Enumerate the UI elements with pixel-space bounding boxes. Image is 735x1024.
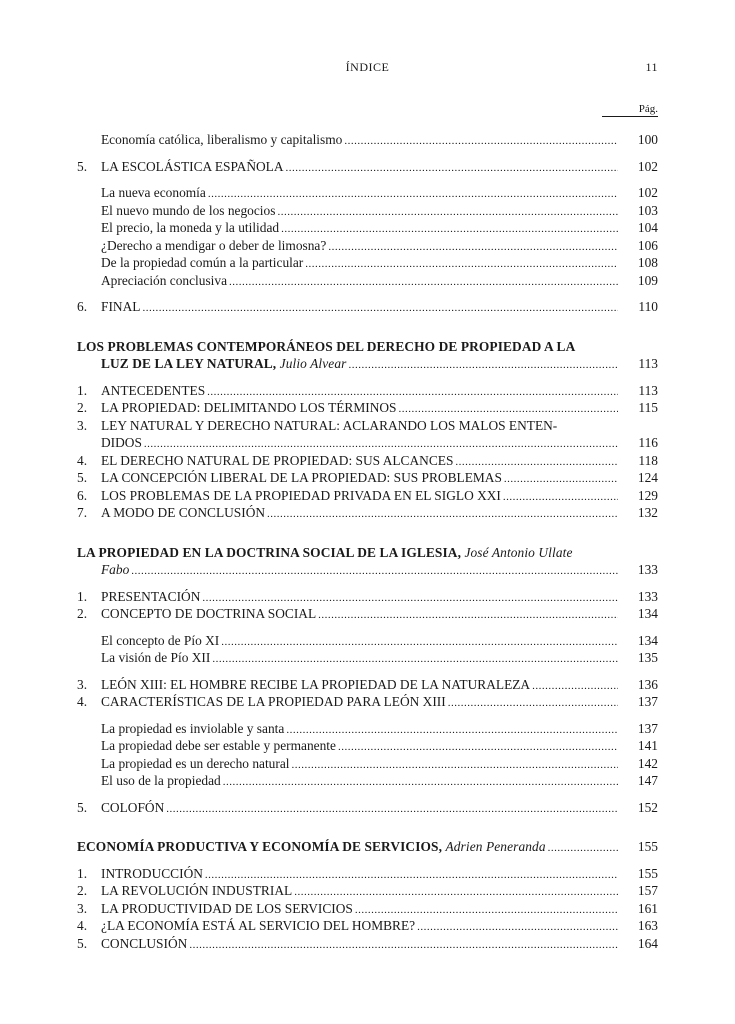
toc-entry-label: ANTECEDENTES xyxy=(101,382,206,398)
toc-entry-page: 115 xyxy=(638,400,658,415)
section-title-continuation xyxy=(77,561,658,579)
leader-dots xyxy=(229,274,618,292)
section-title-continuation xyxy=(77,355,658,373)
toc-entry-page: 136 xyxy=(637,676,658,692)
toc-entry-label: LA PROPIEDAD: DELIMITANDO LOS TÉRMINOS xyxy=(101,400,397,415)
leader-dots xyxy=(504,471,618,489)
section-title-line2: LUZ DE LA LEY NATURAL, xyxy=(101,356,277,371)
toc-entry-label: LA REVOLUCIÓN INDUSTRIAL xyxy=(101,883,293,898)
toc-entry-label: Economía católica, liberalismo y capitalismo xyxy=(101,132,343,147)
toc-entry-page: 164 xyxy=(637,935,658,951)
toc-entry-page: 141 xyxy=(637,738,658,753)
section-author: Julio Alvear xyxy=(279,356,347,371)
toc-entries xyxy=(77,676,658,711)
toc-entry-number: 5. xyxy=(77,158,88,174)
leader-dots xyxy=(532,678,618,696)
leader-dots xyxy=(223,774,618,792)
leader-dots xyxy=(277,204,618,222)
leader-dots xyxy=(503,489,618,507)
toc-entry-continuation xyxy=(77,434,658,452)
toc-entry-number: 5. xyxy=(77,470,88,485)
toc-entry-page: 118 xyxy=(638,452,658,468)
toc-entry-number: 4. xyxy=(77,694,88,709)
toc-entry xyxy=(77,254,658,272)
leader-dots xyxy=(142,300,618,318)
toc-entry-page: 106 xyxy=(637,237,658,253)
toc-entry-label: De la propiedad común a la particular xyxy=(101,255,304,270)
toc-entry-page: 137 xyxy=(637,720,658,736)
toc-entry-label: ¿LA ECONOMÍA ESTÁ AL SERVICIO DEL HOMBRE? xyxy=(101,918,416,933)
leader-dots xyxy=(417,919,618,937)
toc-entry-label: LA ESCOLÁSTICA ESPAÑOLA xyxy=(101,158,284,174)
toc-entry-page: 103 xyxy=(637,202,658,218)
toc-entry-page: 124 xyxy=(637,470,658,485)
toc-entry-page: 110 xyxy=(638,299,658,314)
toc-entry-label: EL DERECHO NATURAL DE PROPIEDAD: SUS ALCANCES xyxy=(101,452,454,468)
toc-entry xyxy=(77,298,658,316)
section-page: 113 xyxy=(638,356,658,371)
toc-entries xyxy=(77,865,658,953)
section-page: 155 xyxy=(637,839,658,854)
toc-entry-page: 100 xyxy=(637,132,658,147)
toc-entry xyxy=(77,737,658,755)
toc-entry xyxy=(77,882,658,900)
toc-entry-label: INTRODUCCIÓN xyxy=(101,865,203,881)
toc-entry-label: La propiedad es inviolable y santa xyxy=(101,720,285,736)
toc-subentries xyxy=(77,184,658,289)
toc-subentries xyxy=(77,632,658,667)
leader-dots xyxy=(281,221,618,239)
toc-entry-number: 5. xyxy=(77,799,88,815)
toc-entry-label: CONCLUSIÓN xyxy=(101,935,188,951)
toc-entry-label: La propiedad es un derecho natural xyxy=(101,755,290,771)
toc-entry xyxy=(77,452,658,470)
section-title: LOS PROBLEMAS CONTEMPORÁNEOS DEL DERECHO DE PROPIEDAD A LA xyxy=(77,338,576,354)
running-head-title: ÍNDICE xyxy=(345,60,390,74)
leader-dots xyxy=(286,722,618,740)
toc-entry-number: 6. xyxy=(77,299,88,314)
toc-entry-number: 7. xyxy=(77,505,88,520)
section-author-continuation: Fabo xyxy=(101,562,130,577)
toc-entry-page: 116 xyxy=(638,435,658,450)
toc-entry-label: La propiedad debe ser estable y permanente xyxy=(101,738,336,753)
toc-entry-wrapped xyxy=(77,417,658,435)
toc-entry-label: El nuevo mundo de los negocios xyxy=(101,202,276,218)
toc-entry xyxy=(77,487,658,505)
toc-entry xyxy=(77,382,658,400)
toc-entry-label: La visión de Pío XII xyxy=(101,650,211,665)
section-title: LA PROPIEDAD EN LA DOCTRINA SOCIAL DE LA IGLESIA, José Antonio Ullate xyxy=(77,544,573,560)
toc-entry-number: 6. xyxy=(77,487,88,503)
toc-entry xyxy=(77,755,658,773)
toc-entry-page: 163 xyxy=(637,918,658,933)
toc-entries xyxy=(77,382,658,417)
toc-subentries xyxy=(77,720,658,790)
toc-entry-page: 132 xyxy=(637,505,658,520)
toc-entry xyxy=(77,605,658,623)
section-page: 133 xyxy=(637,562,658,577)
toc-entry xyxy=(77,632,658,650)
toc-entry-number: 2. xyxy=(77,883,88,898)
toc-entry xyxy=(77,865,658,883)
page-number: 11 xyxy=(645,60,658,74)
toc-entry xyxy=(77,720,658,738)
toc-entry xyxy=(77,469,658,487)
toc-entry-page: 102 xyxy=(637,185,658,200)
toc-entry-label: LA PRODUCTIVIDAD DE LOS SERVICIOS xyxy=(101,900,353,916)
toc-entry-page: 137 xyxy=(637,694,658,709)
leader-dots xyxy=(328,239,618,257)
toc-entry-page: 157 xyxy=(637,883,658,898)
toc-entry-page: 113 xyxy=(638,382,658,398)
leader-dots xyxy=(286,160,618,178)
leader-dots xyxy=(399,401,618,419)
toc-entry xyxy=(77,131,658,149)
leader-dots xyxy=(189,937,618,955)
toc-entries xyxy=(77,588,658,623)
toc-entry-number: 1. xyxy=(77,865,88,881)
toc-entry-label: FINAL xyxy=(101,299,141,314)
toc-entry xyxy=(77,693,658,711)
toc-entry-label: Apreciación conclusiva xyxy=(101,272,228,288)
toc-entry-page: 142 xyxy=(637,755,658,771)
toc-entry xyxy=(77,917,658,935)
toc-entry xyxy=(77,772,658,790)
toc-entry xyxy=(77,158,658,176)
leader-dots xyxy=(305,256,618,274)
toc-entry xyxy=(77,272,658,290)
toc-entry-page: 104 xyxy=(637,220,658,235)
toc-entry-page: 108 xyxy=(637,255,658,270)
page-column-label: Pág. xyxy=(602,103,658,117)
toc-entry-number: 4. xyxy=(77,918,88,933)
leader-dots xyxy=(348,357,618,375)
leader-dots xyxy=(344,133,618,151)
toc-entry-label: El uso de la propiedad xyxy=(101,773,221,788)
toc-entry xyxy=(77,504,658,522)
toc-entry-page: 155 xyxy=(637,865,658,881)
toc-entry-number: 5. xyxy=(77,935,88,951)
leader-dots xyxy=(338,739,618,757)
toc-entry-number: 2. xyxy=(77,400,88,415)
section-author: Adrien Peneranda xyxy=(445,839,546,854)
toc-entry xyxy=(77,900,658,918)
toc-entry-label: CARACTERÍSTICAS DE LA PROPIEDAD PARA LEÓN XIII xyxy=(101,694,446,709)
leader-dots xyxy=(221,634,618,652)
table-of-contents xyxy=(77,131,658,952)
toc-entry xyxy=(77,676,658,694)
section-author: José Antonio Ullate xyxy=(464,544,573,560)
toc-entry-page: 152 xyxy=(637,799,658,815)
toc-entry-label: DIDOS xyxy=(101,435,142,450)
toc-entry xyxy=(77,799,658,817)
toc-entry-page: 147 xyxy=(637,773,658,788)
leader-dots xyxy=(318,607,618,625)
toc-entry-page: 109 xyxy=(637,272,658,288)
toc-entry-page: 161 xyxy=(637,900,658,916)
toc-entry-number: 3. xyxy=(77,417,88,433)
toc-entry-page: 134 xyxy=(637,632,658,648)
toc-entry-number: 3. xyxy=(77,900,88,916)
toc-entry-label: La nueva economía xyxy=(101,185,206,200)
leader-dots xyxy=(292,757,618,775)
toc-entries xyxy=(77,452,658,522)
toc-entry xyxy=(77,399,658,417)
toc-entry-label: ¿Derecho a mendigar o deber de limosna? xyxy=(101,237,327,253)
leader-dots xyxy=(548,840,618,858)
toc-entry xyxy=(77,935,658,953)
leader-dots xyxy=(212,651,618,669)
toc-entry-label: PRESENTACIÓN xyxy=(101,588,201,604)
toc-entry-page: 129 xyxy=(637,487,658,503)
leader-dots xyxy=(166,801,618,819)
toc-entry-page: 134 xyxy=(637,606,658,621)
toc-entry-number: 1. xyxy=(77,588,88,604)
toc-entry-number: 2. xyxy=(77,606,88,621)
toc-entry-label: El precio, la moneda y la utilidad xyxy=(101,220,280,235)
leader-dots xyxy=(267,506,618,524)
toc-entry-label: LA CONCEPCIÓN LIBERAL DE LA PROPIEDAD: SUS PROBLEMAS xyxy=(101,470,502,485)
toc-entry xyxy=(77,219,658,237)
toc-entry-label: COLOFÓN xyxy=(101,799,165,815)
toc-entry-number: 1. xyxy=(77,382,88,398)
toc-entry-number: 3. xyxy=(77,676,88,692)
section-title-row xyxy=(77,838,658,856)
toc-entry-label: LEÓN XIII: EL HOMBRE RECIBE LA PROPIEDAD DE LA NATURALEZA xyxy=(101,676,531,692)
toc-entry-label: CONCEPTO DE DOCTRINA SOCIAL xyxy=(101,606,317,621)
toc-entry-label: A MODO DE CONCLUSIÓN xyxy=(101,505,266,520)
toc-entry-number: 4. xyxy=(77,452,88,468)
toc-entry-label: LEY NATURAL Y DERECHO NATURAL: ACLARANDO LOS MALOS ENTEN- xyxy=(101,417,558,433)
toc-entry-label: El concepto de Pío XI xyxy=(101,632,220,648)
section-title: ECONOMÍA PRODUCTIVA Y ECONOMÍA DE SERVICIOS, Adrien Peneranda xyxy=(77,839,546,854)
toc-entry xyxy=(77,184,658,202)
toc-entry-page: 102 xyxy=(637,158,658,174)
toc-entry-label: LOS PROBLEMAS DE LA PROPIEDAD PRIVADA EN EL SIGLO XXI xyxy=(101,487,501,503)
toc-entry xyxy=(77,588,658,606)
toc-entry xyxy=(77,202,658,220)
toc-entry-page: 133 xyxy=(637,588,658,604)
leader-dots xyxy=(448,695,618,713)
toc-entry xyxy=(77,237,658,255)
toc-entry-page: 135 xyxy=(637,650,658,665)
toc-entry xyxy=(77,649,658,667)
leader-dots xyxy=(131,563,618,581)
